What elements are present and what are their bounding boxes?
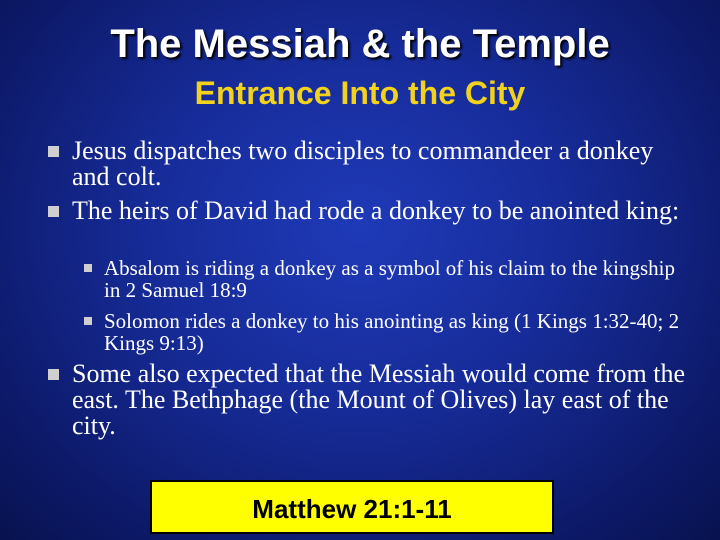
sub-bullet-item xyxy=(104,310,684,354)
bullet-item xyxy=(72,361,692,439)
scripture-reference: Matthew 21:1-11 xyxy=(252,494,452,524)
bullet-text: The heirs of David had rode a donkey to be anointed king: xyxy=(72,196,680,225)
bullet-item xyxy=(72,198,692,224)
slide-subtitle: Entrance Into the City xyxy=(194,75,526,111)
bullet-text: Jesus dispatches two disciples to commandeer a donkey and colt. xyxy=(72,136,654,191)
square-bullet-icon xyxy=(84,264,92,272)
bullet-text: Some also expected that the Messiah would come from the east. The Bethphage (the Mount of Olives) lay east of the city. xyxy=(72,359,686,440)
sub-bullet-text: Solomon rides a donkey to his anointing as king (1 Kings 1:32-40; 2 Kings 9:13) xyxy=(104,309,680,355)
square-bullet-icon xyxy=(48,146,59,157)
sub-bullet-text: Absalom is riding a donkey as a symbol of his claim to the kingship in 2 Samuel 18:9 xyxy=(104,256,676,302)
square-bullet-icon xyxy=(84,317,92,325)
square-bullet-icon xyxy=(48,369,59,380)
sub-bullet-item xyxy=(104,257,684,301)
square-bullet-icon xyxy=(48,206,59,217)
slide-title: The Messiah & the Temple xyxy=(110,22,610,66)
scripture-reference-box xyxy=(150,480,554,534)
bullet-item xyxy=(72,138,692,190)
